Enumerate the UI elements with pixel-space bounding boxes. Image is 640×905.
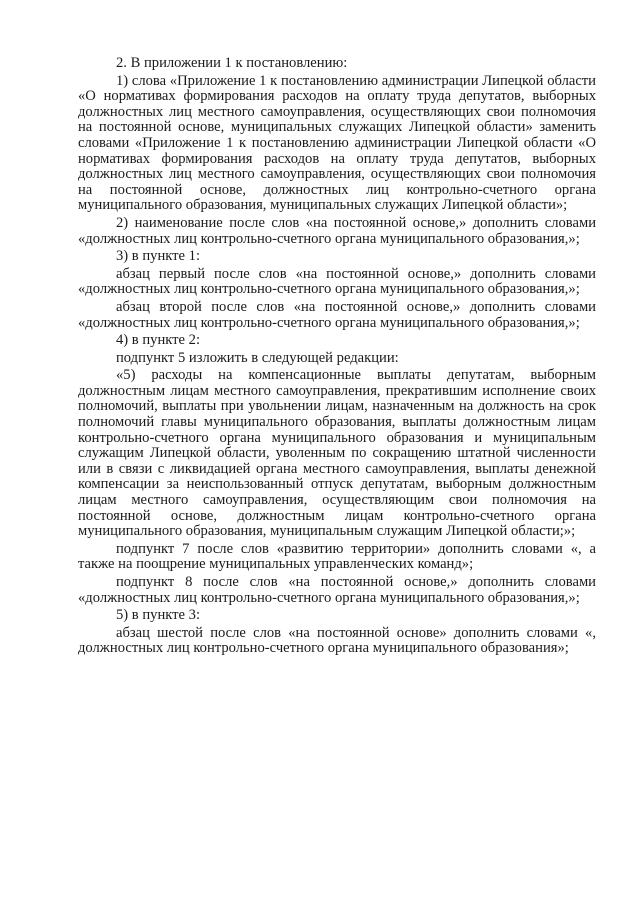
paragraph-section-2-heading: 2. В приложении 1 к постановлению: [116,55,348,71]
paragraph-item-5-heading: 5) в пункте 3: [116,607,201,624]
paragraph-item-5-sixth: абзац шестой после слов «на постоянной основе» дополнить словами «, должностных лиц контрольно-счетного органа муниципального образования»; [78,624,596,657]
paragraph-item-4-sub8: подпункт 8 после слов «на постоянной основе,» дополнить словами «должностных лиц контрольно-счетного органа муниципального образования,»; [78,574,596,606]
paragraph-item-4-sub5-text: «5) расходы на компенсационные выплаты депутатам, выборным должностным лицам местного самоуправления, прекратившим исполнение своих полномочий, выплаты при увольнении лицам, назначенным на должность на срок полномочий главы муниципального образования, выплаты должностным лицам контрольно-счетного органа муниципального образования и муниципальным служащим Липецкой области, уволенным по сокращению штатной численности или в связи с ликвидацией органа местного самоуправления, выплаты денежной компенсации за неиспользованный отпуск депутатам, выборным должностным лицам местного самоуправления, осуществляющим свои полномочия на постоянной основе, должностным лицам контрольно-счетного органа муниципального образования, муниципальным служащим Липецкой области;»; [78,367,596,540]
paragraph-item-4-heading: 4) в пункте 2: [116,332,201,349]
paragraph-item-4-sub5-intro: подпункт 5 изложить в следующей редакции: [116,349,399,366]
paragraph-item-1: 1) слова «Приложение 1 к постановлению администрации Липецкой области «О нормативах формирования расходов на оплату труда депутатов, выборных должностных лиц местного самоуправления, осуществляющих свои полномочия на постоянной основе, муниципальных служащих Липецкой области» заменить словами «Приложение 1 к постановлению администрации Липецкой области «О нормативах формирования расходов на оплату труда депутатов, выборных должностных лиц местного самоуправления, осуществляющих свои полномочия на постоянной основе, должностных лиц контрольно-счетного органа муниципального образования, муниципальных служащих Липецкой области»; [78,72,596,214]
document-page [78,56,596,659]
paragraph-item-3-heading: 3) в пункте 1: [116,248,201,265]
paragraph-item-4-sub7: подпункт 7 после слов «развитию территории» дополнить словами «, а также на поощрение муниципальных управленческих команд»; [78,540,596,573]
paragraph-item-3-second: абзац второй после слов «на постоянной основе,» дополнить словами «должностных лиц контрольно-счетного органа муниципального образования,»; [78,298,596,331]
paragraph-item-3-first: абзац первый после слов «на постоянной основе,» дополнить словами «должностных лиц контрольно-счетного органа муниципального образования,»; [78,265,596,298]
paragraph-item-2: 2) наименование после слов «на постоянной основе,» дополнить словами «должностных лиц контрольно-счетного органа муниципального образования,»; [78,214,596,247]
